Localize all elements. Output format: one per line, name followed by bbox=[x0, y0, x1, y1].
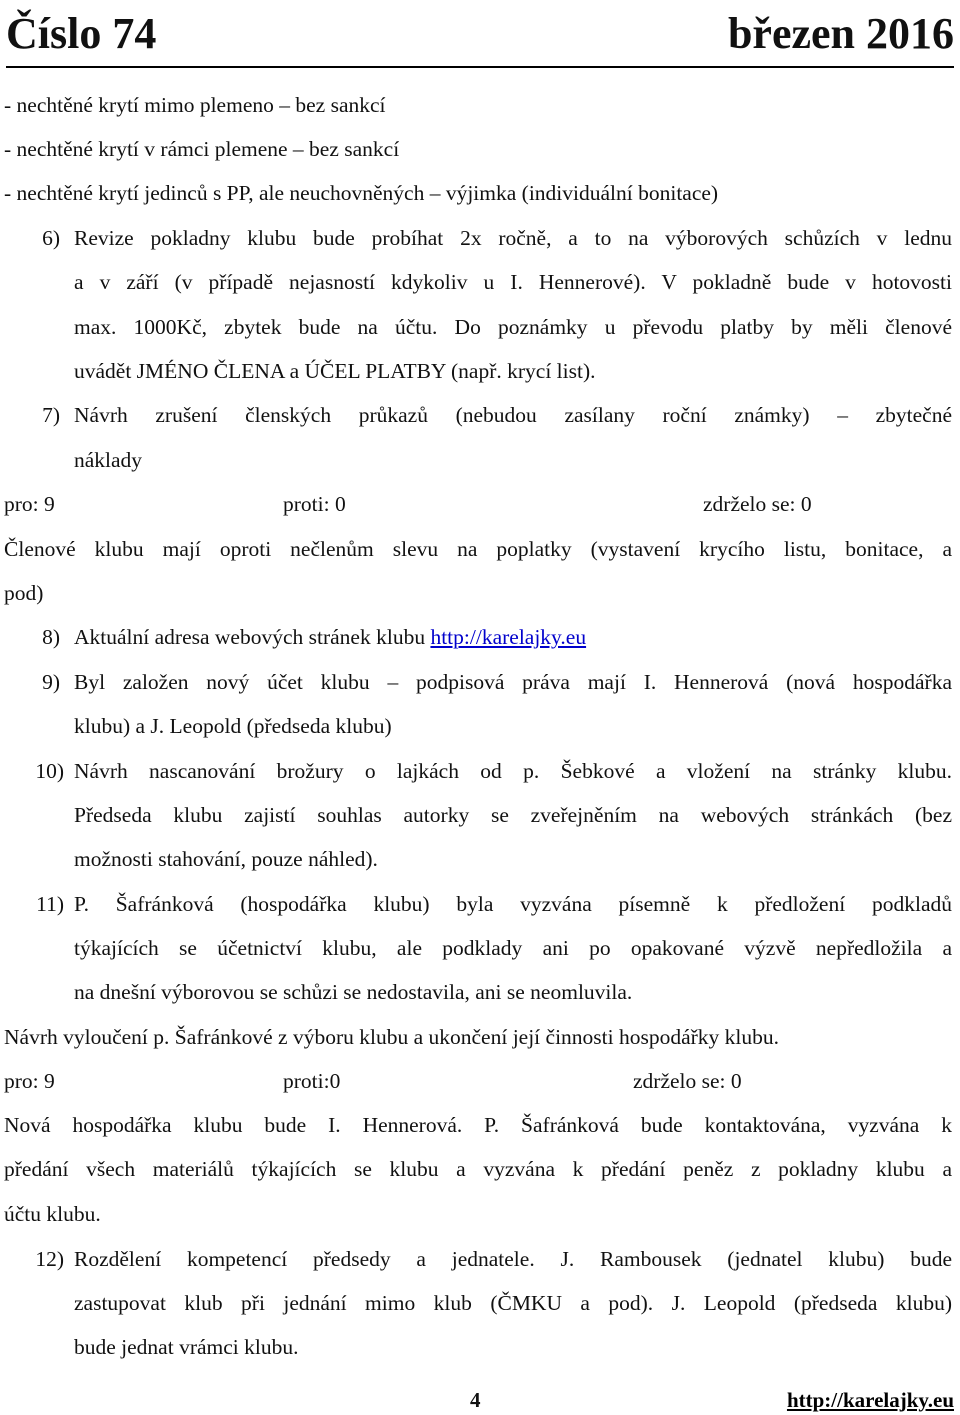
exclusion-proposal: Návrh vyloučení p. Šafránkové z výboru klubu a ukončení její činnosti hospodářky klubu. bbox=[4, 1025, 780, 1049]
item-number: 10) bbox=[35, 759, 64, 783]
header-rule bbox=[6, 66, 954, 68]
treasurer-line: Nová hospodářka klubu bude I. Hennerová. P. Šafránková bude kontaktována, vyzvána k bbox=[4, 1113, 952, 1137]
item-line: Návrh nascanování brožury o lajkách od p. Šebkové a vložení na stránky klubu. bbox=[74, 759, 952, 783]
item-line: P. Šafránková (hospodářka klubu) byla vyzvána písemně k předložení podkladů bbox=[74, 892, 952, 916]
vote-zdrzelo: zdrželo se: 0 bbox=[703, 492, 812, 516]
issue-date: březen 2016 bbox=[727, 9, 954, 58]
item-line: a v září (v případě nejasností kdykoliv u I. Hennerové). V pokladně bude v hotovosti bbox=[74, 270, 952, 294]
vote-proti: proti: 0 bbox=[283, 492, 346, 516]
item-number: 11) bbox=[36, 892, 64, 916]
item-number: 8) bbox=[42, 625, 60, 649]
vote-proti: proti:0 bbox=[283, 1069, 341, 1093]
item-text: Aktuální adresa webových stránek klubu bbox=[74, 625, 431, 649]
item-line: klubu) a J. Leopold (předseda klubu) bbox=[74, 714, 392, 738]
item-line: Revize pokladny klubu bude probíhat 2x ročně, a to na výborových schůzích v lednu bbox=[74, 226, 952, 250]
item-line: Návrh zrušení členských průkazů (nebudou zasílany roční známky) – zbytečné bbox=[74, 403, 952, 427]
item-line bbox=[74, 623, 586, 651]
members-note-line: pod) bbox=[4, 581, 44, 605]
dash-line: - nechtěné krytí v rámci plemene – bez sankcí bbox=[4, 137, 400, 161]
item-number: 7) bbox=[42, 403, 60, 427]
item-number: 12) bbox=[35, 1247, 64, 1271]
treasurer-line: účtu klubu. bbox=[4, 1202, 101, 1226]
item-line: týkajících se účetnictví klubu, ale podklady ani po opakované výzvě nepředložila a bbox=[74, 936, 952, 960]
item-line: Byl založen nový účet klubu – podpisová práva mají I. Hennerová (nová hospodářka bbox=[74, 670, 952, 694]
item-number: 9) bbox=[42, 670, 60, 694]
issue-number: Číslo 74 bbox=[6, 9, 157, 58]
item-line: uvádět JMÉNO ČLENA a ÚČEL PLATBY (např. krycí list). bbox=[74, 359, 596, 383]
item-number: 6) bbox=[42, 226, 60, 250]
dash-line: - nechtěné krytí mimo plemeno – bez sankcí bbox=[4, 93, 386, 117]
item-line: možnosti stahování, pouze náhled). bbox=[74, 847, 378, 871]
page-header bbox=[6, 8, 954, 66]
item-line: na dnešní výborovou se schůzi se nedostavila, ani se neomluvila. bbox=[74, 980, 633, 1004]
footer-link[interactable]: http://karelajky.eu bbox=[786, 1388, 954, 1412]
vote-pro: pro: 9 bbox=[4, 1069, 55, 1093]
item-line: náklady bbox=[74, 448, 143, 472]
treasurer-line: předání všech materiálů týkajících se klubu a vyzvána k předání peněz z pokladny klubu a bbox=[4, 1157, 952, 1181]
item-line: max. 1000Kč, zbytek bude na účtu. Do poznámky u převodu platby by měli členové bbox=[74, 315, 952, 339]
page-number: 4 bbox=[470, 1388, 481, 1412]
vote-zdrzelo: zdrželo se: 0 bbox=[633, 1069, 742, 1093]
website-link[interactable]: http://karelajky.eu bbox=[430, 625, 587, 649]
dash-line: - nechtěné krytí jedinců s PP, ale neuchovněných – výjimka (individuální bonitace) bbox=[4, 181, 719, 205]
item-line: bude jednat vrámci klubu. bbox=[74, 1335, 299, 1359]
members-note-line: Členové klubu mají oproti nečlenům slevu na poplatky (vystavení krycího listu, bonitace, a bbox=[4, 537, 952, 561]
item-line: Předseda klubu zajistí souhlas autorky se zveřejněním na webových stránkách (bez bbox=[74, 803, 952, 827]
vote-pro: pro: 9 bbox=[4, 492, 55, 516]
item-line: Rozdělení kompetencí předsedy a jednatele. J. Rambousek (jednatel klubu) bude bbox=[74, 1247, 952, 1271]
item-line: zastupovat klub při jednání mimo klub (ČMKU a pod). J. Leopold (předseda klubu) bbox=[74, 1291, 952, 1315]
